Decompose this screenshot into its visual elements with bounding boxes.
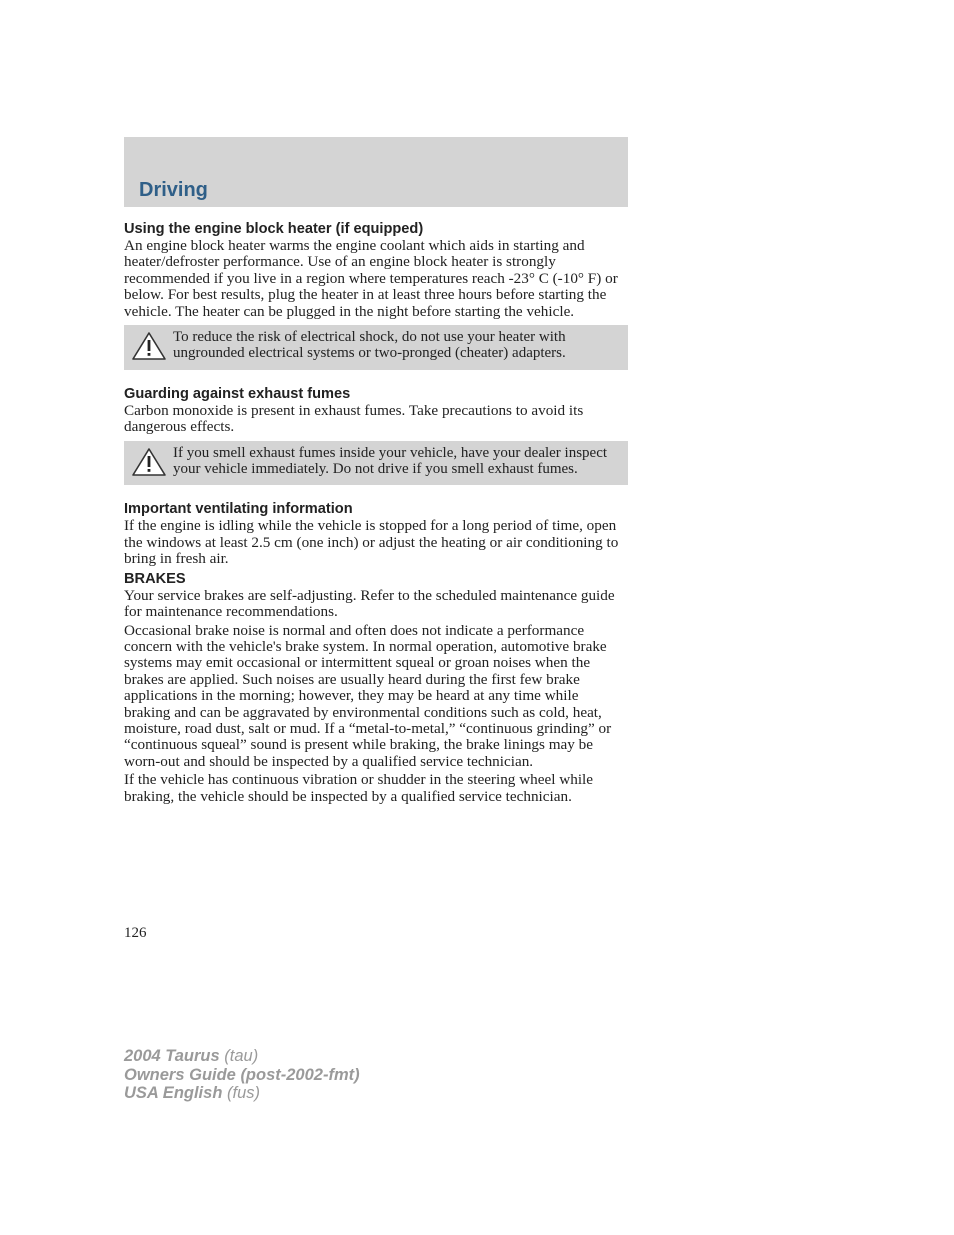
footer-guide: Owners Guide (post-2002-fmt) [124, 1065, 360, 1084]
block-heater-warning [124, 325, 628, 370]
footer-line-3 [124, 1084, 360, 1103]
exhaust-warning [124, 441, 628, 486]
section-title: Driving [139, 179, 208, 201]
section-header-band [124, 137, 628, 207]
brakes-heading: BRAKES [124, 570, 186, 587]
exhaust-heading: Guarding against exhaust fumes [124, 385, 351, 402]
exhaust-warning-text: If you smell exhaust fumes inside your vehicle, have your dealer inspect your vehicle immediately. Do not drive if you smell exhaust fumes. [173, 444, 608, 478]
warning-triangle-icon [130, 331, 168, 361]
page-content [124, 221, 628, 805]
footer-model-code: (tau) [224, 1047, 259, 1065]
ventilating-heading: Important ventilating information [124, 501, 353, 518]
brakes-para-3: If the vehicle has continuous vibration or shudder in the steering wheel while braking, the vehicle should be inspected by a qualified service technician. [124, 771, 593, 805]
page-number: 126 [124, 925, 147, 941]
footer-line-1 [124, 1047, 360, 1066]
brakes-para-2: Occasional brake noise is normal and often does not indicate a performance concern with the vehicle's brake system. In normal operation, automotive brake systems may emit occasional or intermittent squeal or groan noises when the brakes are applied. Such noises are usually heard during the first few brake applications in the morning; however, they may be heard at any time while braking and can be aggravated by environmental conditions such as cold, heat, moisture, road dust, salt or mud. If a “metal-to-metal,” “continuous grinding” or “continuous squeal” sound is present while braking, the brake linings may be worn-out and should be inspected by a qualified service technician. [124, 621, 612, 770]
exhaust-body: Carbon monoxide is present in exhaust fumes. Take precautions to avoid its dangerous effects. [124, 401, 584, 436]
footer-model: 2004 Taurus [124, 1047, 220, 1065]
ventilating-body: If the engine is idling while the vehicle is stopped for a long period of time, open the windows at least 2.5 cm (one inch) or adjust the heating or air conditioning to bring in fresh air. [124, 517, 619, 568]
brakes-para-1: Your service brakes are self-adjusting. Refer to the scheduled maintenance guide for maintenance recommendations. [124, 586, 615, 621]
document-footer [124, 1047, 360, 1103]
footer-language-code: (fus) [227, 1084, 260, 1102]
block-heater-body: An engine block heater warms the engine coolant which aids in starting and heater/defroster performance. Use of an engine block heater is strongly recommended if you live in a region where temperatures reach -23° C (-10° F) or below. For best results, plug the heater in at least three hours before starting the vehicle. The heater can be plugged in the night before starting the vehicle. [124, 237, 618, 320]
block-heater-heading: Using the engine block heater (if equipped) [124, 221, 424, 237]
block-heater-warning-text: To reduce the risk of electrical shock, do not use your heater with ungrounded electrical systems or two-pronged (cheater) adapters. [173, 329, 566, 362]
footer-language: USA English [124, 1084, 223, 1102]
footer-line-2 [124, 1066, 360, 1085]
warning-triangle-icon [130, 447, 168, 477]
